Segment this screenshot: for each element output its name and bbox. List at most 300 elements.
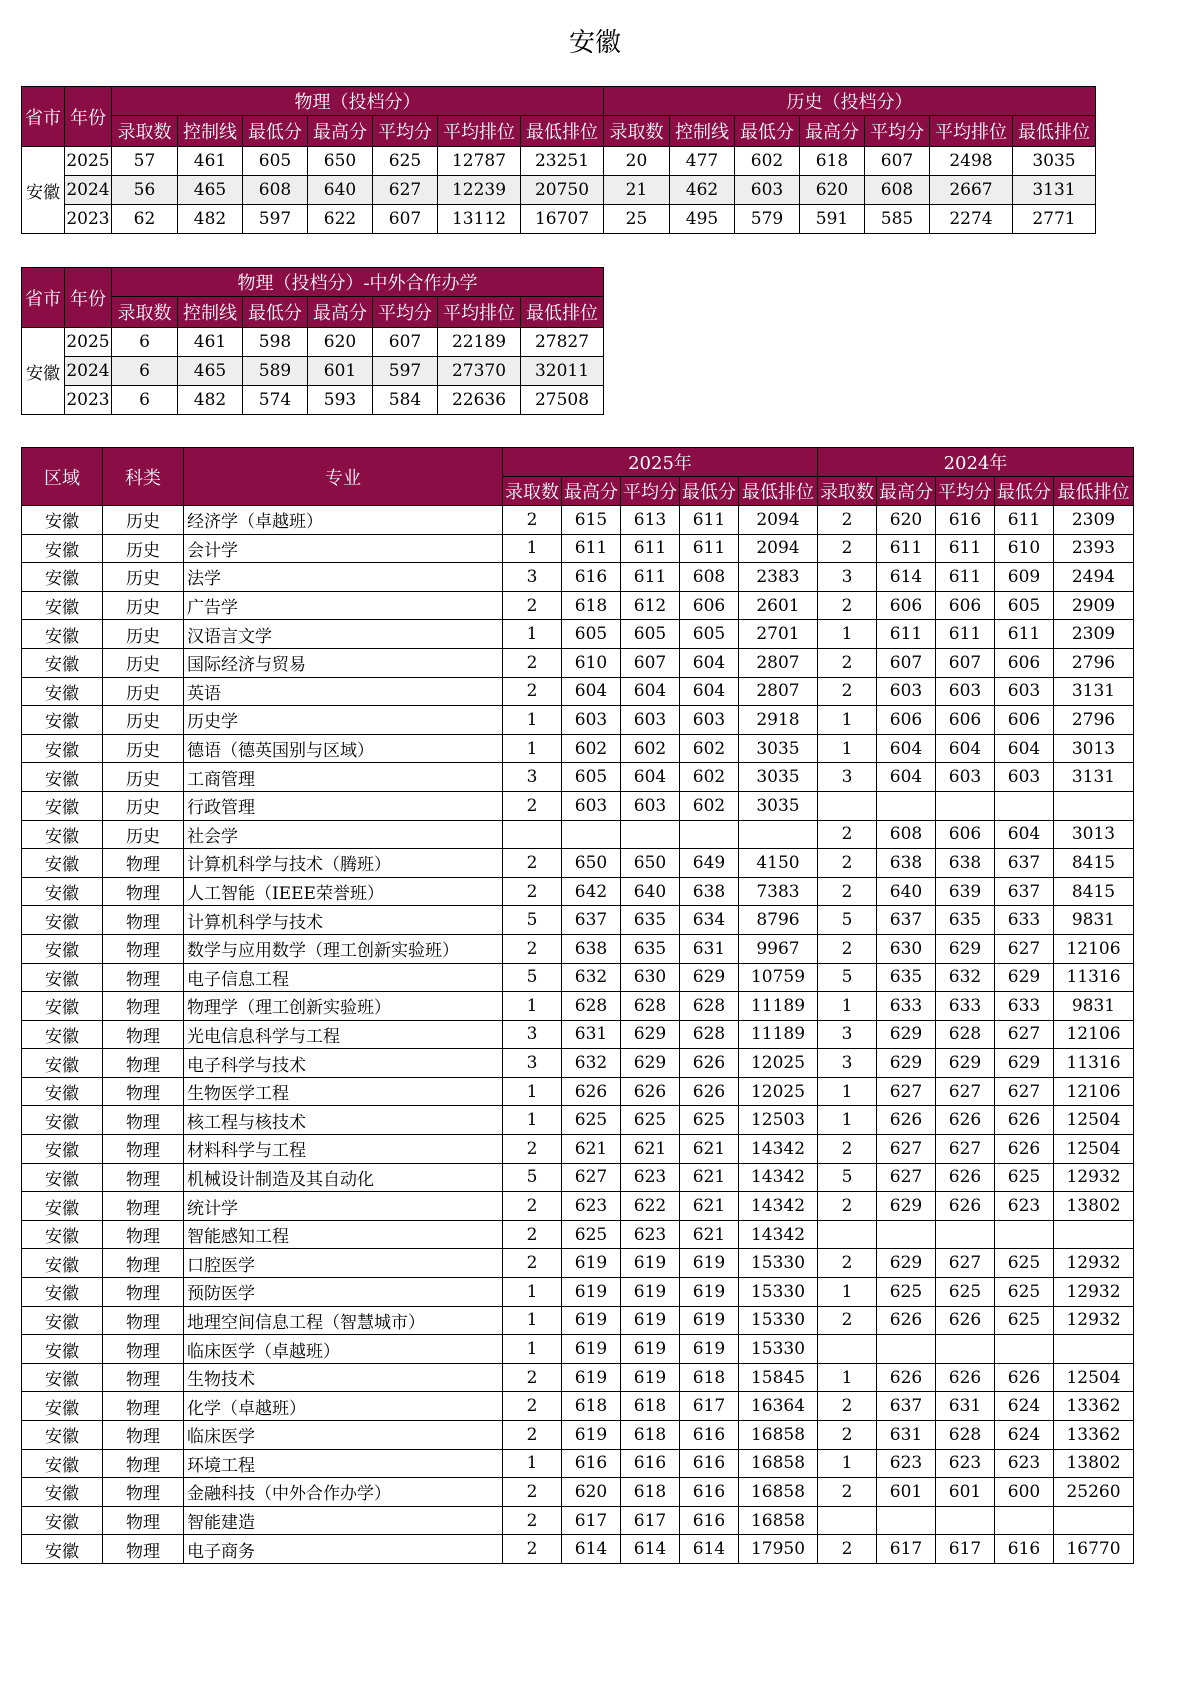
sub-header: 控制线	[670, 116, 735, 147]
table-cell: 安徽	[22, 677, 103, 706]
major-cell: 电子信息工程	[184, 963, 503, 992]
table-row	[22, 763, 1134, 792]
table-cell: 安徽	[22, 1077, 103, 1106]
table-cell: 627	[373, 176, 438, 205]
table-cell	[680, 820, 739, 849]
table-cell: 619	[562, 1363, 621, 1392]
table-cell: 物理	[103, 1249, 184, 1278]
table-cell: 安徽	[22, 620, 103, 649]
table-cell: 安徽	[22, 791, 103, 820]
table-cell: 461	[178, 328, 243, 357]
table-cell: 安徽	[22, 1278, 103, 1307]
table-cell: 27508	[521, 386, 604, 415]
table-cell: 安徽	[22, 1421, 103, 1450]
table-cell: 6	[112, 328, 178, 357]
table-cell: 1	[503, 1306, 562, 1335]
table-cell: 9831	[1054, 906, 1134, 935]
sino-foreign-table	[21, 267, 604, 415]
table-cell: 安徽	[22, 706, 103, 735]
table-cell: 5	[503, 963, 562, 992]
table-cell: 安徽	[22, 591, 103, 620]
table-row	[22, 906, 1134, 935]
table-cell: 1	[503, 1449, 562, 1478]
table-cell: 2023	[65, 386, 112, 415]
sub-header: 控制线	[178, 116, 243, 147]
table-cell	[818, 1220, 877, 1249]
table-cell: 16707	[521, 205, 604, 234]
province-cell: 安徽	[22, 147, 65, 234]
sub-header: 最高分	[308, 116, 373, 147]
table-cell: 1	[818, 734, 877, 763]
table-cell: 612	[621, 591, 680, 620]
table-cell: 物理	[103, 1049, 184, 1078]
table-cell: 3131	[1013, 176, 1096, 205]
table-cell: 22189	[438, 328, 521, 357]
table-cell: 2	[503, 506, 562, 535]
table-cell: 2023	[65, 205, 112, 234]
sub-header: 控制线	[178, 297, 243, 328]
table-row	[22, 1077, 1134, 1106]
table-cell: 462	[670, 176, 735, 205]
table-cell: 616	[621, 1449, 680, 1478]
table-cell: 1	[818, 1278, 877, 1307]
table-cell: 2494	[1054, 563, 1134, 592]
table-cell: 619	[621, 1335, 680, 1364]
table-cell: 23251	[521, 147, 604, 176]
table-cell	[936, 1506, 995, 1535]
table-cell: 5	[503, 1163, 562, 1192]
admission-summary-table	[21, 86, 1096, 234]
table-cell: 609	[995, 563, 1054, 592]
table-cell: 12503	[739, 1106, 818, 1135]
table-cell: 2	[818, 648, 877, 677]
table-cell: 6	[112, 386, 178, 415]
table-cell: 619	[680, 1278, 739, 1307]
table-cell: 593	[308, 386, 373, 415]
table-cell: 623	[621, 1163, 680, 1192]
sub-header: 平均排位	[438, 116, 521, 147]
table-cell: 614	[680, 1535, 739, 1564]
table-cell: 628	[621, 992, 680, 1021]
table-cell: 637	[877, 1392, 936, 1421]
table-cell: 621	[680, 1163, 739, 1192]
table-row	[22, 386, 604, 415]
table-cell: 629	[877, 1249, 936, 1278]
sub-header: 录取数	[604, 116, 670, 147]
table-cell: 3013	[1054, 734, 1134, 763]
table-cell: 16858	[739, 1449, 818, 1478]
table-cell: 12106	[1054, 1077, 1134, 1106]
table-cell: 2	[818, 1249, 877, 1278]
sub-header: 平均分	[373, 116, 438, 147]
table-cell: 620	[308, 328, 373, 357]
table-cell: 2	[503, 677, 562, 706]
table-cell: 25260	[1054, 1478, 1134, 1507]
table-cell: 1	[818, 992, 877, 1021]
table-cell: 627	[562, 1163, 621, 1192]
table-cell: 安徽	[22, 1392, 103, 1421]
table-cell	[1054, 1220, 1134, 1249]
table-cell: 2	[818, 877, 877, 906]
table-row	[22, 563, 1134, 592]
table-cell: 606	[936, 706, 995, 735]
table-cell: 16858	[739, 1421, 818, 1450]
table-cell: 627	[877, 1077, 936, 1106]
table-cell: 614	[621, 1535, 680, 1564]
table-cell: 12504	[1054, 1106, 1134, 1135]
table-cell: 2	[818, 591, 877, 620]
table-row	[22, 147, 1096, 176]
major-cell: 统计学	[184, 1192, 503, 1221]
table-cell: 2	[818, 506, 877, 535]
sub-header: 最高分	[877, 477, 936, 506]
table-cell: 605	[995, 591, 1054, 620]
table-cell: 2025	[65, 328, 112, 357]
table-cell: 621	[680, 1192, 739, 1221]
table-cell: 625	[936, 1278, 995, 1307]
table-cell: 617	[621, 1506, 680, 1535]
table-cell: 1	[503, 1106, 562, 1135]
major-cell: 会计学	[184, 534, 503, 563]
table-cell: 613	[621, 506, 680, 535]
table-cell: 12239	[438, 176, 521, 205]
table-cell: 14342	[739, 1220, 818, 1249]
table-cell: 历史	[103, 591, 184, 620]
major-cell: 生物医学工程	[184, 1077, 503, 1106]
table-cell: 12932	[1054, 1278, 1134, 1307]
table-cell: 2	[818, 677, 877, 706]
table-cell: 618	[621, 1421, 680, 1450]
table-row	[22, 1020, 1134, 1049]
sub-header: 最高分	[800, 116, 865, 147]
table-cell: 620	[877, 506, 936, 535]
table-cell: 物理	[103, 1220, 184, 1249]
table-cell: 629	[995, 963, 1054, 992]
group-header: 历史（投档分）	[604, 87, 1096, 116]
table-cell: 安徽	[22, 506, 103, 535]
table-cell: 历史	[103, 677, 184, 706]
major-cell: 国际经济与贸易	[184, 648, 503, 677]
major-header: 专业	[184, 448, 503, 506]
table-cell: 605	[243, 147, 308, 176]
table-row	[22, 734, 1134, 763]
table-cell: 历史	[103, 648, 184, 677]
table-row	[22, 934, 1134, 963]
table-cell: 2498	[930, 147, 1013, 176]
table-cell: 物理	[103, 1306, 184, 1335]
table-cell: 2	[503, 934, 562, 963]
table-cell: 25	[604, 205, 670, 234]
table-cell: 物理	[103, 1421, 184, 1450]
table-cell: 618	[621, 1392, 680, 1421]
table-cell: 632	[936, 963, 995, 992]
table-cell	[818, 1506, 877, 1535]
table-cell: 608	[865, 176, 930, 205]
table-cell: 1	[818, 1077, 877, 1106]
table-row	[22, 1478, 1134, 1507]
major-cell: 人工智能（IEEE荣誉班）	[184, 877, 503, 906]
table-cell: 安徽	[22, 992, 103, 1021]
table-cell: 603	[877, 677, 936, 706]
table-cell: 495	[670, 205, 735, 234]
table-cell: 637	[995, 877, 1054, 906]
table-cell: 602	[680, 791, 739, 820]
table-cell: 13362	[1054, 1421, 1134, 1450]
table-cell: 20	[604, 147, 670, 176]
sub-header: 最低分	[243, 116, 308, 147]
table-cell: 5	[818, 906, 877, 935]
table-cell: 603	[735, 176, 800, 205]
table-row	[22, 1535, 1134, 1564]
table-cell: 603	[995, 763, 1054, 792]
table-cell: 626	[936, 1363, 995, 1392]
major-cell: 金融科技（中外合作办学）	[184, 1478, 503, 1507]
table-cell: 2	[818, 1478, 877, 1507]
table-row	[22, 620, 1134, 649]
major-cell: 机械设计制造及其自动化	[184, 1163, 503, 1192]
major-cell: 材料科学与工程	[184, 1135, 503, 1164]
table-row	[22, 1106, 1134, 1135]
table-cell: 物理	[103, 1363, 184, 1392]
table-cell: 9967	[739, 934, 818, 963]
table-cell: 1	[818, 1363, 877, 1392]
table-cell: 3131	[1054, 677, 1134, 706]
sub-header: 平均排位	[438, 297, 521, 328]
table-cell: 618	[621, 1478, 680, 1507]
table-cell: 13362	[1054, 1392, 1134, 1421]
table-cell: 621	[621, 1135, 680, 1164]
table-cell: 3035	[739, 734, 818, 763]
table-cell: 5	[503, 906, 562, 935]
table-cell: 614	[877, 563, 936, 592]
table-cell	[995, 1506, 1054, 1535]
major-cell: 电子科学与技术	[184, 1049, 503, 1078]
table-row	[22, 1049, 1134, 1078]
table-row	[22, 534, 1134, 563]
table-cell: 9831	[1054, 992, 1134, 1021]
table-cell: 606	[877, 591, 936, 620]
table-cell: 1	[818, 620, 877, 649]
major-admission-table	[21, 447, 1134, 1564]
table-cell: 604	[680, 677, 739, 706]
table-row	[22, 849, 1134, 878]
table-cell: 安徽	[22, 563, 103, 592]
table-cell: 历史	[103, 791, 184, 820]
table-cell: 638	[936, 849, 995, 878]
table-row	[22, 963, 1134, 992]
table-row	[22, 1192, 1134, 1221]
major-cell: 电子商务	[184, 1535, 503, 1564]
table-cell: 12106	[1054, 934, 1134, 963]
table-cell: 616	[680, 1478, 739, 1507]
table-row	[22, 706, 1134, 735]
table-cell: 626	[877, 1363, 936, 1392]
table-cell: 616	[680, 1421, 739, 1450]
table-cell: 12025	[739, 1049, 818, 1078]
major-cell: 法学	[184, 563, 503, 592]
table-cell: 物理	[103, 1535, 184, 1564]
table-cell: 610	[995, 534, 1054, 563]
sub-header: 平均分	[373, 297, 438, 328]
table-cell: 11189	[739, 1020, 818, 1049]
sub-header: 平均分	[865, 116, 930, 147]
table-cell: 2	[818, 534, 877, 563]
table-cell: 649	[680, 849, 739, 878]
table-cell: 628	[680, 992, 739, 1021]
table-cell: 安徽	[22, 849, 103, 878]
sub-header: 最低排位	[521, 116, 604, 147]
sub-header: 平均分	[936, 477, 995, 506]
table-cell: 616	[680, 1506, 739, 1535]
table-row	[22, 357, 604, 386]
table-cell: 2601	[739, 591, 818, 620]
table-cell: 安徽	[22, 734, 103, 763]
table-cell: 物理	[103, 1192, 184, 1221]
table-cell: 安徽	[22, 1135, 103, 1164]
table-cell: 15330	[739, 1306, 818, 1335]
table-cell: 627	[995, 1020, 1054, 1049]
table-cell: 465	[178, 357, 243, 386]
table-cell: 611	[680, 534, 739, 563]
table-cell: 625	[562, 1106, 621, 1135]
table-cell: 安徽	[22, 1049, 103, 1078]
table-cell: 物理	[103, 906, 184, 935]
table-cell: 2274	[930, 205, 1013, 234]
table-cell: 安徽	[22, 1020, 103, 1049]
table-cell: 623	[995, 1192, 1054, 1221]
table-cell: 2	[503, 1506, 562, 1535]
table-cell: 618	[562, 1392, 621, 1421]
table-cell: 1	[503, 1335, 562, 1364]
table-row	[22, 1363, 1134, 1392]
table-cell: 629	[877, 1020, 936, 1049]
table-cell: 12504	[1054, 1135, 1134, 1164]
table-cell: 3035	[739, 791, 818, 820]
table-cell: 57	[112, 147, 178, 176]
table-cell: 602	[680, 763, 739, 792]
table-cell: 2	[503, 791, 562, 820]
table-cell: 622	[308, 205, 373, 234]
table-cell: 482	[178, 205, 243, 234]
table-cell: 579	[735, 205, 800, 234]
table-cell: 安徽	[22, 1249, 103, 1278]
table-cell: 2796	[1054, 706, 1134, 735]
table-cell: 633	[995, 906, 1054, 935]
table-cell	[1054, 791, 1134, 820]
major-cell: 临床医学（卓越班）	[184, 1335, 503, 1364]
table-cell: 591	[800, 205, 865, 234]
table-row	[22, 877, 1134, 906]
table-cell: 625	[562, 1220, 621, 1249]
table-cell: 安徽	[22, 1363, 103, 1392]
table-cell: 安徽	[22, 534, 103, 563]
table-cell: 605	[562, 763, 621, 792]
table-cell: 3	[818, 1020, 877, 1049]
table-cell: 安徽	[22, 648, 103, 677]
table-cell: 627	[995, 934, 1054, 963]
table-cell: 627	[877, 1163, 936, 1192]
table-cell: 626	[680, 1049, 739, 1078]
table-cell: 626	[995, 1106, 1054, 1135]
table-cell: 11316	[1054, 963, 1134, 992]
table-cell: 606	[995, 648, 1054, 677]
major-cell: 工商管理	[184, 763, 503, 792]
table-cell: 628	[936, 1020, 995, 1049]
table-cell: 610	[562, 648, 621, 677]
table-cell: 62	[112, 205, 178, 234]
table-cell: 安徽	[22, 1192, 103, 1221]
table-cell: 598	[243, 328, 308, 357]
table-cell: 461	[178, 147, 243, 176]
table-cell: 2024	[65, 176, 112, 205]
table-cell: 安徽	[22, 1306, 103, 1335]
table-cell: 15330	[739, 1335, 818, 1364]
table-cell: 619	[562, 1249, 621, 1278]
table-row	[22, 1278, 1134, 1307]
major-cell: 历史学	[184, 706, 503, 735]
table-cell: 16770	[1054, 1535, 1134, 1564]
table-cell: 3	[818, 763, 877, 792]
table-cell: 608	[243, 176, 308, 205]
table-cell: 597	[373, 357, 438, 386]
table-cell: 603	[562, 706, 621, 735]
table-cell: 22636	[438, 386, 521, 415]
table-cell: 56	[112, 176, 178, 205]
table-cell: 623	[562, 1192, 621, 1221]
table-cell: 628	[680, 1020, 739, 1049]
table-cell: 601	[877, 1478, 936, 1507]
year-group-header: 2025年	[503, 448, 818, 477]
sub-header: 最低分	[680, 477, 739, 506]
table-cell: 623	[877, 1449, 936, 1478]
table-cell: 633	[936, 992, 995, 1021]
table-cell: 611	[877, 620, 936, 649]
table-cell: 物理	[103, 1106, 184, 1135]
table-cell: 620	[562, 1478, 621, 1507]
table-cell: 12932	[1054, 1249, 1134, 1278]
table-cell: 安徽	[22, 1535, 103, 1564]
table-row	[22, 205, 1096, 234]
table-cell: 639	[936, 877, 995, 906]
table-cell: 632	[562, 1049, 621, 1078]
table-cell: 604	[877, 763, 936, 792]
table-cell: 2807	[739, 677, 818, 706]
table-cell: 627	[936, 1077, 995, 1106]
table-cell: 13802	[1054, 1449, 1134, 1478]
table-cell: 625	[995, 1249, 1054, 1278]
table-cell: 482	[178, 386, 243, 415]
table-cell: 2701	[739, 620, 818, 649]
table-cell: 物理	[103, 992, 184, 1021]
table-cell: 631	[562, 1020, 621, 1049]
sub-header: 平均排位	[930, 116, 1013, 147]
table-cell: 640	[621, 877, 680, 906]
table-cell: 物理	[103, 934, 184, 963]
table-cell: 12932	[1054, 1306, 1134, 1335]
table-cell: 631	[680, 934, 739, 963]
table-cell: 2	[503, 877, 562, 906]
table-cell: 629	[995, 1049, 1054, 1078]
table-cell: 15330	[739, 1278, 818, 1307]
province-cell: 安徽	[22, 328, 65, 415]
table-cell: 620	[800, 176, 865, 205]
table-cell: 3035	[1013, 147, 1096, 176]
table-cell: 625	[995, 1163, 1054, 1192]
table-cell: 619	[621, 1306, 680, 1335]
table-cell: 637	[562, 906, 621, 935]
table-cell: 611	[936, 563, 995, 592]
table-cell: 1	[503, 620, 562, 649]
